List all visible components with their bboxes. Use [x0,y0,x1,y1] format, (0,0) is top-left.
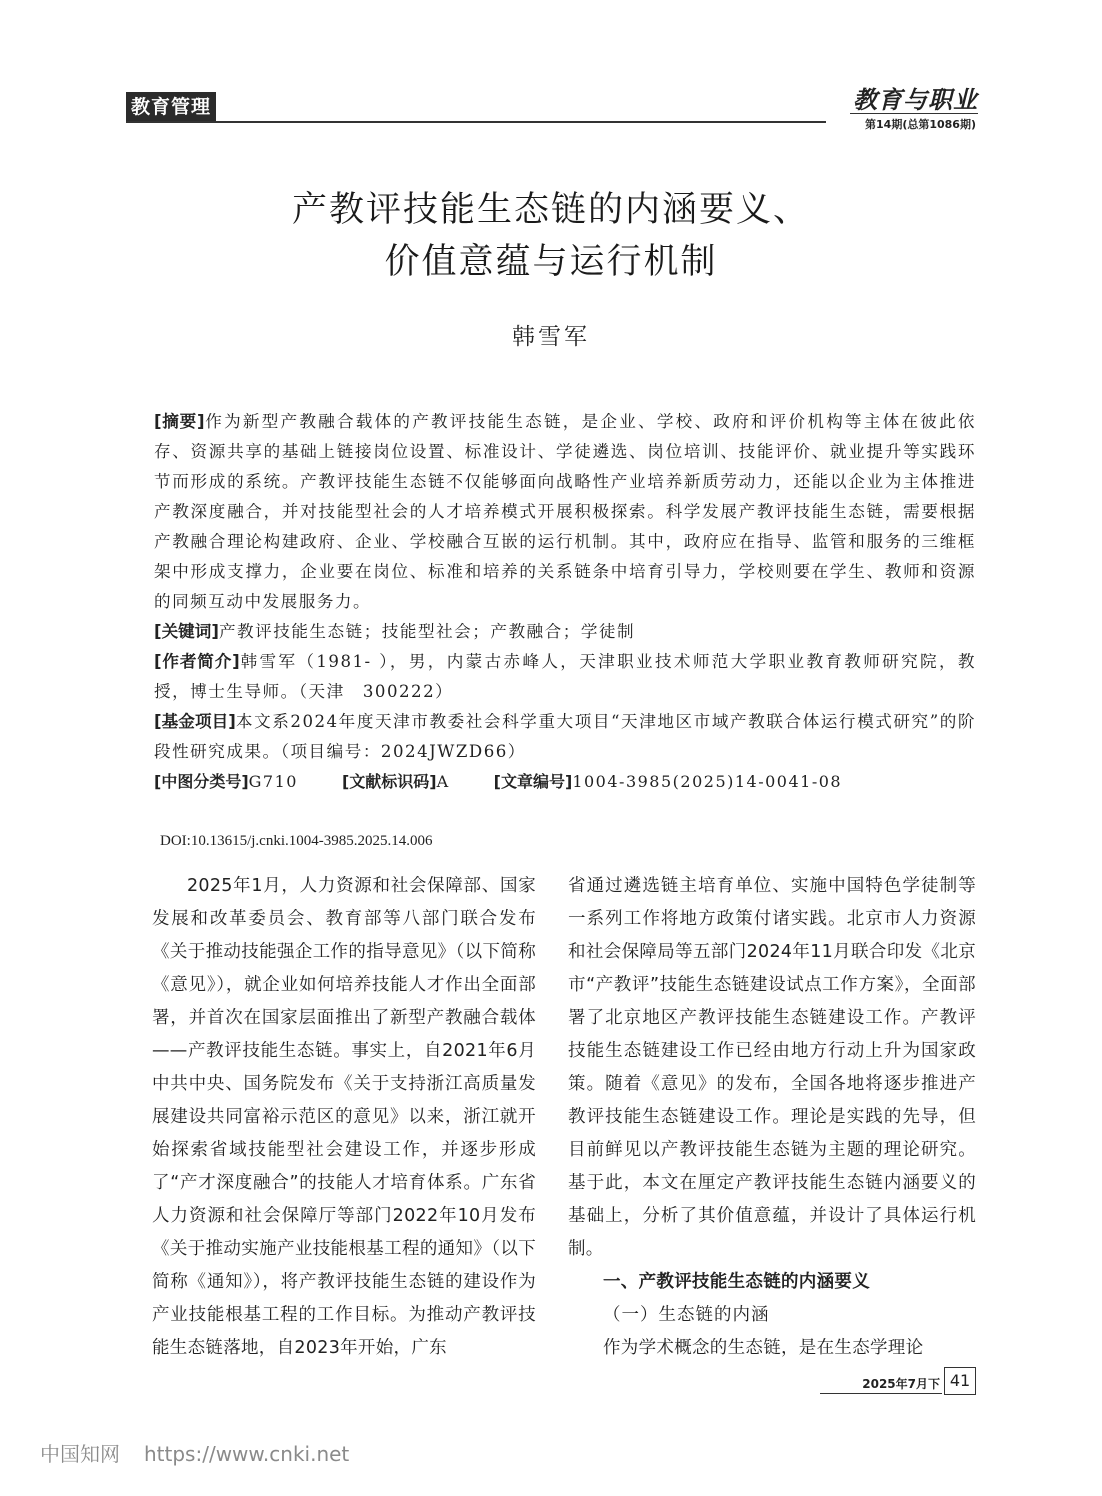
author-info-label: [作者简介] [154,652,240,671]
body-column-right [568,870,976,1365]
author-info [154,647,976,707]
doc-code-label: [文献标识码] [341,772,437,791]
fund-text: 本文系2024年度天津市教委社会科学重大项目“天津地区市域产教联合体运行模式研究”的阶段性研究成果。（项目编号：2024JWZD66） [154,712,976,761]
body-paragraph: 省通过遴选链主培育单位、实施中国特色学徒制等一系列工作将地方政策付诸实践。北京市人力资源和社会保障局等五部门2024年11月联合印发《北京市“产教评”技能生态链建设试点工作方案》，全面部署了北京地区产教评技能生态链建设工作。产教评技能生态链建设工作已经由地方行动上升为国家政策。随着《意见》的发布，全国各地将逐步推进产教评技能生态链建设工作。理论是实践的先导，但目前鲜见以产教评技能生态链为主题的理论研究。基于此，本文在厘定产教评技能生态链内涵要义的基础上，分析了其价值意蕴，并设计了具体运行机制。 [568,876,976,1259]
body-column-left [152,870,536,1365]
abstract-text: 作为新型产教融合载体的产教评技能生态链，是企业、学校、政府和评价机构等主体在彼此依存、资源共享的基础上链接岗位设置、标准设计、学徒遴选、岗位培训、技能评价、就业提升等实践环节而形成的系统。产教评技能生态链不仅能够面向战略性产业培养新质劳动力，还能以企业为主体推进产教深度融合，并对技能型社会的人才培养模式开展积极探索。科学发展产教评技能生态链，需要根据产教融合理论构建政府、企业、学校融合互嵌的运行机制。其中，政府应在指导、监管和服务的三维框架中形成支撑力，企业要在岗位、标准和培养的关系链条中培育引导力，学校则要在学生、教师和资源的同频互动中发展服务力。 [154,412,977,611]
issue-info: 第14期(总第1086期) [865,118,976,131]
section-tag: 教育管理 [126,92,216,122]
abstract [154,407,976,617]
fund [154,707,976,767]
keywords-label: [关键词] [154,622,219,641]
watermark [40,1438,373,1467]
author-name: 韩雪军 [512,324,590,350]
title-line-1: 产教评技能生态链的内涵要义、 [291,190,810,230]
author-info-text: 韩雪军（1981- ），男，内蒙古赤峰人，天津职业技术师范大学职业教育教师研究院，教授，博士生导师。（天津 300222） [154,652,977,701]
abstract-block [154,407,976,797]
article-title [126,184,976,288]
fund-label: [基金项目] [154,712,236,731]
watermark-url: https://www.cnki.net [144,1442,350,1466]
title-line-2: 价值意蕴与运行机制 [384,242,718,282]
clc-value: G710 [248,772,298,791]
doc-code-value: A [436,772,450,791]
journal-name: 教育与职业 [853,85,978,114]
footer-rule [820,1393,942,1394]
classification-line [154,767,976,797]
article-number-label: [文章编号] [493,772,573,791]
subsection-heading: （一）生态链的内涵 [603,1305,770,1325]
watermark-site: 中国知网 [40,1442,120,1466]
header-rule [126,121,826,123]
page-number: 41 [944,1367,976,1395]
clc-label: [中图分类号] [154,772,249,791]
body-paragraph: 作为学术概念的生态链，是在生态学理论 [603,1338,924,1358]
section-heading: 一、产教评技能生态链的内涵要义 [603,1272,870,1292]
article-number-value: 1004-3985(2025)14-0041-08 [572,772,843,791]
keywords [154,617,976,647]
keywords-text: 产教评技能生态链；技能型社会；产教融合；学徒制 [218,622,636,641]
footer-date: 2025年7月下 [862,1377,940,1391]
doi: DOI:10.13615/j.cnki.1004-3985.2025.14.006 [160,833,433,849]
abstract-label: [摘要] [154,412,205,431]
body-paragraph: 2025年1月，人力资源和社会保障部、国家发展和改革委员会、教育部等八部门联合发布《关于推动技能强企工作的指导意见》（以下简称《意见》），就企业如何培养技能人才作出全面部署，并首次在国家层面推出了新型产教融合载体——产教评技能生态链。事实上，自2021年6月中共中央、国务院发布《关于支持浙江高质量发展建设共同富裕示范区的意见》以来，浙江就开始探索省域技能型社会建设工作，并逐步形成了“产才深度融合”的技能人才培育体系。广东省人力资源和社会保障厅等部门2022年10月发布《关于推动实施产业技能根基工程的通知》（以下简称《通知》），将产教评技能生态链的建设作为产业技能根基工程的工作目标。为推动产教评技能生态链落地，自2023年开始，广东 [152,876,536,1358]
